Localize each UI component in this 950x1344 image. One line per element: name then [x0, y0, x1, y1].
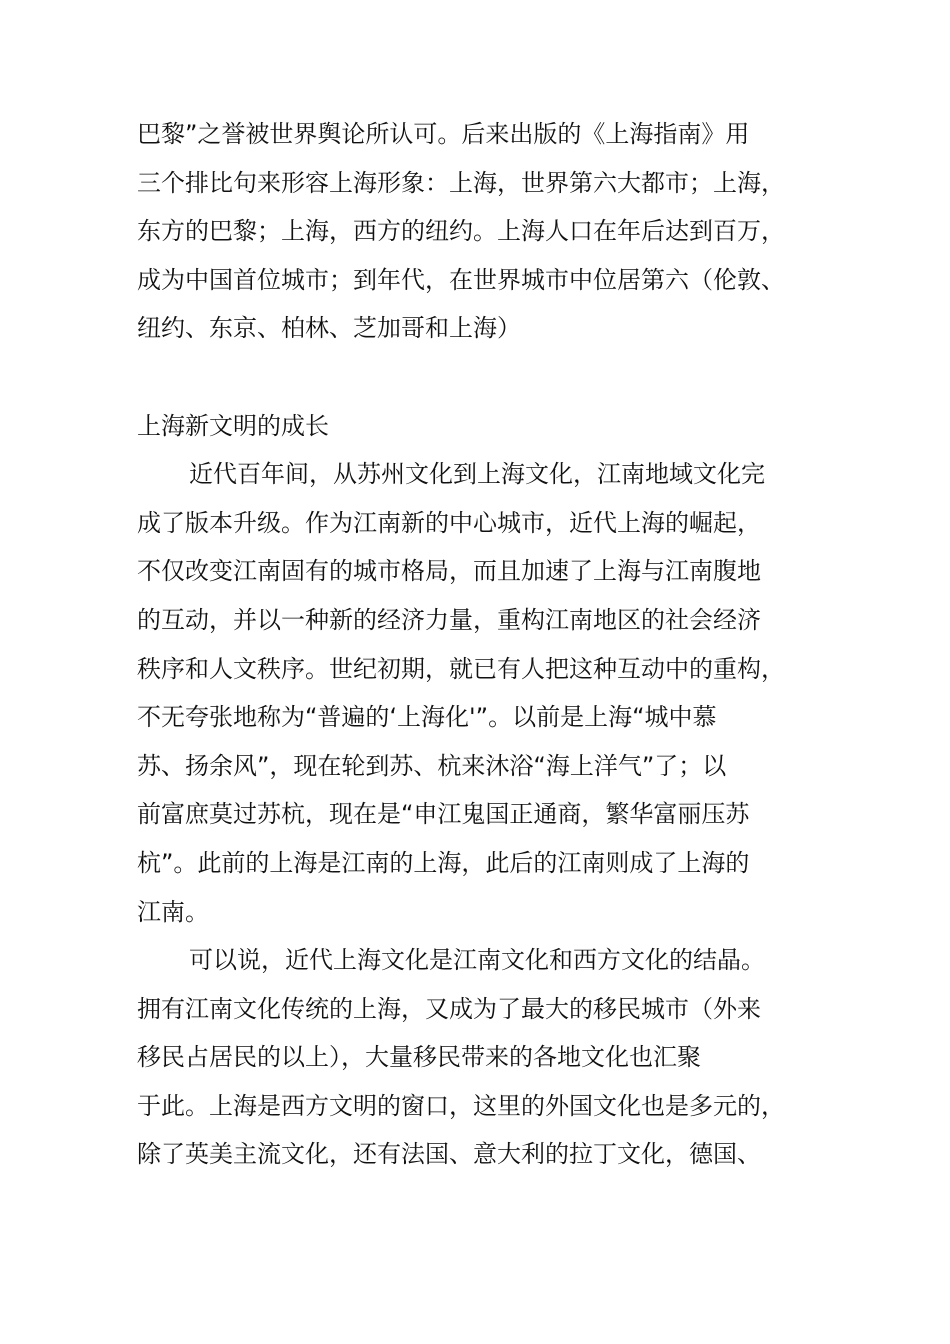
text-line: 不无夸张地称为“普遍的‘上海化'”。以前是上海“城中慕 — [137, 703, 717, 732]
text-line: 不仅改变江南固有的城市格局，而且加速了上海与江南腹地 — [137, 557, 761, 586]
paragraph-continued — [137, 110, 817, 353]
text-line: 东方的巴黎；上海，西方的纽约。上海人口在年后达到百万， — [137, 217, 785, 246]
text-line: 近代百年间，从苏州文化到上海文化，江南地域文化完 — [189, 460, 765, 489]
text-line: 移民占居民的以上），大量移民带来的各地文化也汇聚 — [137, 1043, 701, 1072]
text-line: 江南。 — [137, 897, 209, 926]
text-line: 成为中国首位城市；到年代，在世界城市中位居第六（伦敦、 — [137, 265, 785, 294]
text-line: 三个排比句来形容上海形象：上海，世界第六大都市；上海， — [137, 168, 785, 197]
text-line: 秩序和人文秩序。世纪初期，就已有人把这种互动中的重构， — [137, 654, 785, 683]
text-line: 成了版本升级。作为江南新的中心城市，近代上海的崛起， — [137, 508, 761, 537]
section-heading: 上海新文明的成长 — [137, 411, 329, 440]
paragraph — [137, 450, 817, 936]
text-line: 苏、扬余风”，现在轮到苏、杭来沐浴“海上洋气”了；以 — [137, 751, 727, 780]
text-line: 前富庶莫过苏杭，现在是“申江鬼国正通商，繁华富丽压苏 — [137, 800, 750, 829]
text-line: 于此。上海是西方文明的窗口，这里的外国文化也是多元的， — [137, 1091, 785, 1120]
text-line: 杭”。此前的上海是江南的上海，此后的江南则成了上海的 — [137, 848, 750, 877]
text-line: 的互动，并以一种新的经济力量，重构江南地区的社会经济 — [137, 605, 761, 634]
text-line: 拥有江南文化传统的上海，又成为了最大的移民城市（外来 — [137, 994, 761, 1023]
text-line: 除了英美主流文化，还有法国、意大利的拉丁文化，德国、 — [137, 1140, 761, 1169]
paragraph — [137, 936, 817, 1179]
text-line: 可以说，近代上海文化是江南文化和西方文化的结晶。 — [189, 946, 765, 975]
text-line: 巴黎”之誉被世界舆论所认可。后来出版的《上海指南》用 — [137, 120, 750, 148]
text-line: 纽约、东京、柏林、芝加哥和上海） — [137, 314, 521, 343]
document-body — [137, 110, 817, 1179]
blank-line — [137, 353, 817, 402]
